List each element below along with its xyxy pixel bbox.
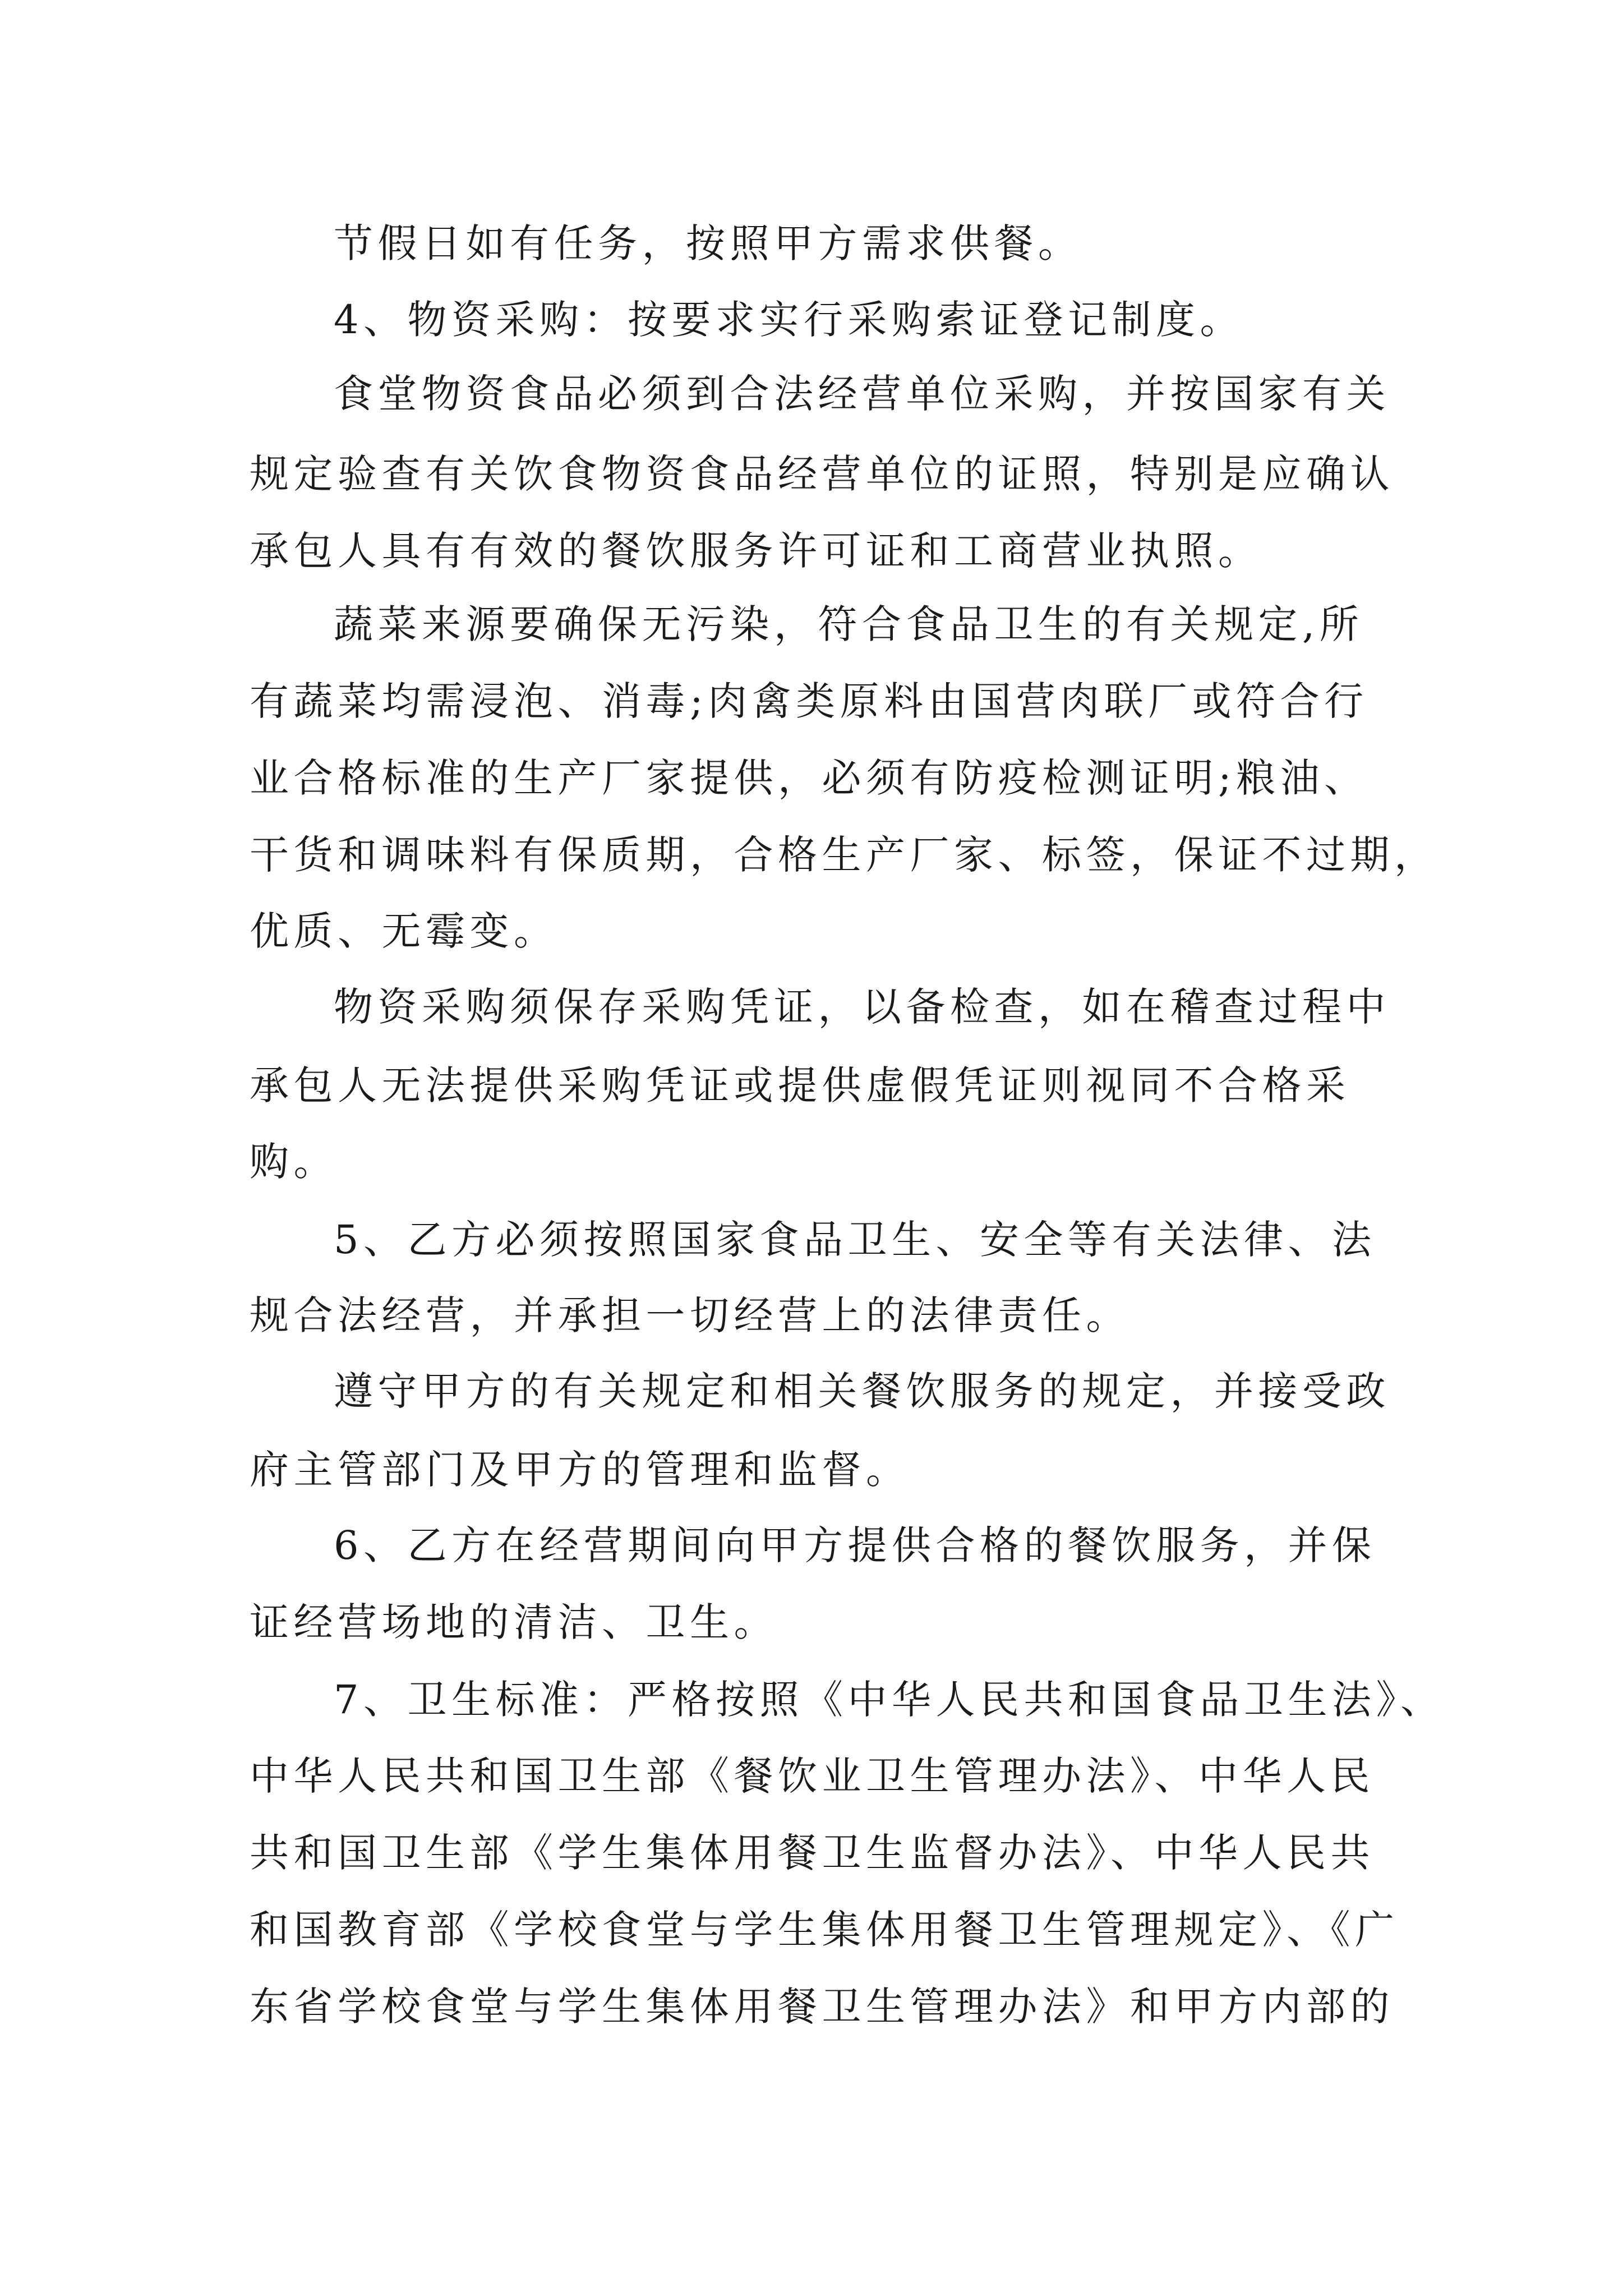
paragraph-line: 4、物资采购：按要求实行采购索证登记制度。: [334, 297, 1244, 343]
paragraph-line: 购。: [250, 1139, 338, 1185]
paragraph-line: 中华人民共和国卫生部《餐饮业卫生管理办法》、中华人民: [250, 1753, 1375, 1799]
paragraph-line: 遵守甲方的有关规定和相关餐饮服务的规定，并接受政: [334, 1368, 1390, 1414]
paragraph-line: 承包人无法提供采购凭证或提供虚假凭证则视同不合格采: [250, 1062, 1350, 1108]
paragraph-line: 规合法经营，并承担一切经营上的法律责任。: [250, 1292, 1130, 1338]
paragraph-line: 优质、无霉变。: [250, 908, 558, 954]
paragraph-line: 干货和调味料有保质期，合格生产厂家、标签，保证不过期，: [250, 832, 1438, 878]
paragraph-line: 7、卫生标准：严格按照《中华人民共和国食品卫生法》、: [334, 1677, 1445, 1723]
paragraph-line: 6、乙方在经营期间向甲方提供合格的餐饮服务，并保: [334, 1522, 1376, 1568]
paragraph-line: 节假日如有任务，按照甲方需求供餐。: [334, 220, 1082, 266]
paragraph-line: 东省学校食堂与学生集体用餐卫生管理办法》和甲方内部的: [250, 1984, 1394, 2030]
paragraph-line: 业合格标准的生产厂家提供，必须有防疫检测证明;粮油、: [250, 755, 1368, 801]
paragraph-line: 5、乙方必须按照国家食品卫生、安全等有关法律、法: [334, 1217, 1376, 1263]
paragraph-line: 和国教育部《学校食堂与学生集体用餐卫生管理规定》、《广: [250, 1907, 1399, 1953]
paragraph-line: 共和国卫生部《学生集体用餐卫生监督办法》、中华人民共: [250, 1830, 1375, 1876]
paragraph-line: 规定验查有关饮食物资食品经营单位的证照，特别是应确认: [250, 451, 1394, 497]
paragraph-line: 有蔬菜均需浸泡、消毒;肉禽类原料由国营肉联厂或符合行: [250, 678, 1368, 724]
paragraph-line: 食堂物资食品必须到合法经营单位采购，并按国家有关: [334, 371, 1390, 417]
paragraph-line: 蔬菜来源要确保无污染，符合食品卫生的有关规定,所: [334, 601, 1364, 647]
paragraph-line: 证经营场地的清洁、卫生。: [250, 1599, 778, 1645]
paragraph-line: 物资采购须保存采购凭证，以备检查，如在稽查过程中: [334, 984, 1390, 1030]
paragraph-line: 府主管部门及甲方的管理和监督。: [250, 1447, 910, 1493]
paragraph-line: 承包人具有有效的餐饮服务许可证和工商营业执照。: [250, 528, 1262, 574]
